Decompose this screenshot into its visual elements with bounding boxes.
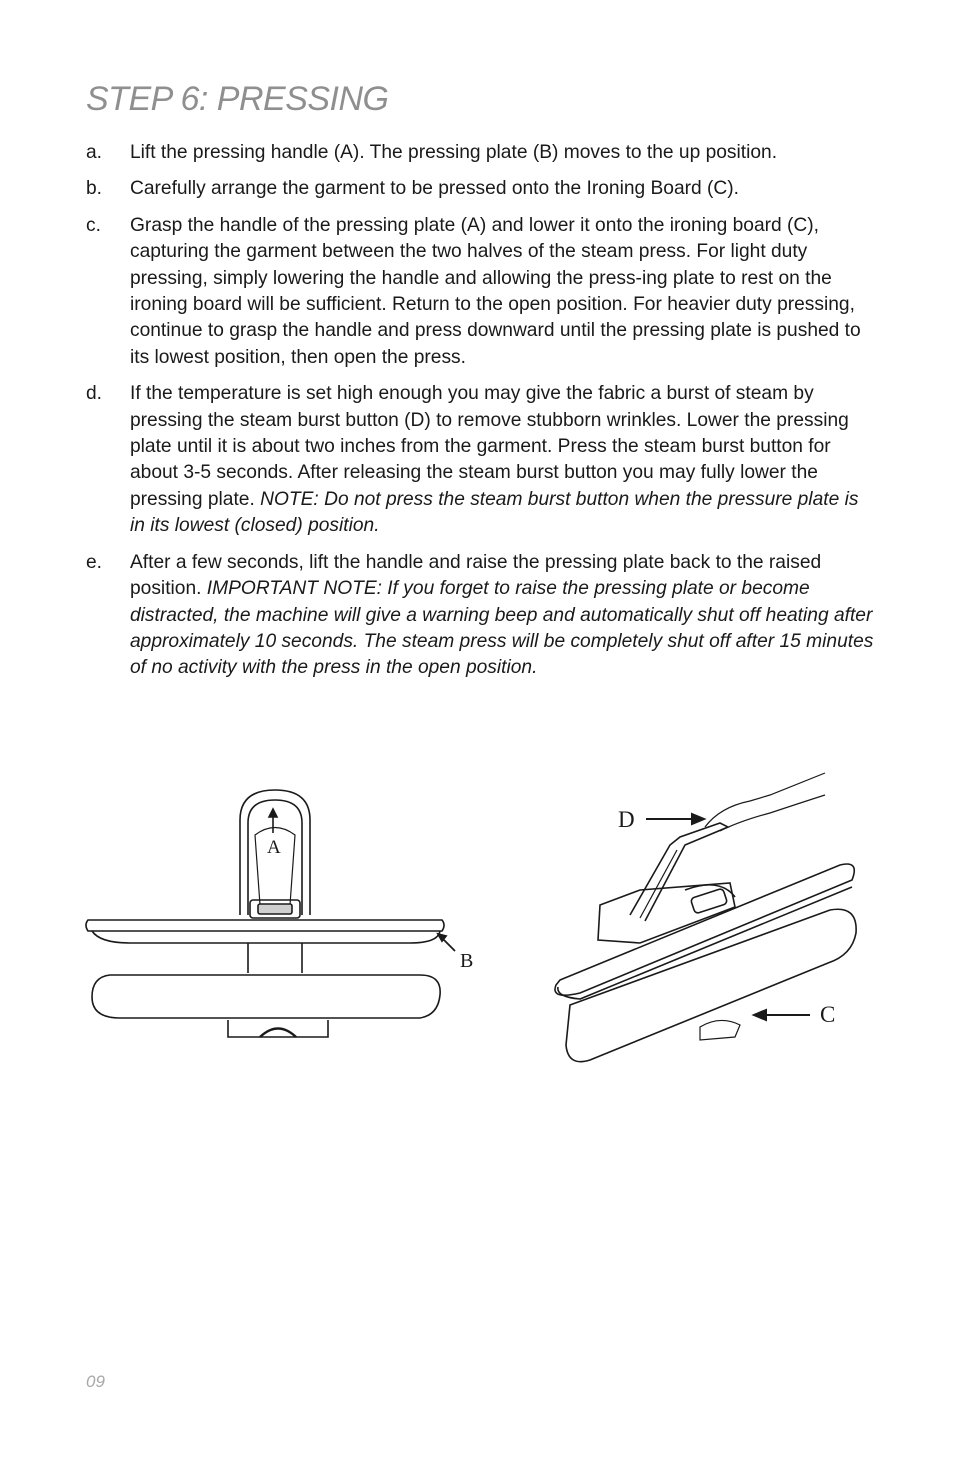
page-title: STEP 6: PRESSING	[86, 80, 389, 118]
step-marker: d.	[86, 383, 103, 405]
page-number: 09	[86, 1372, 105, 1391]
step-text: If the temperature is set high enough you may give the fabric a burst of steam by pressing the steam burst button (D) to remove stubborn wrinkles. Lower the pressing plate until it is about two inches from the garment. Press the steam burst button for about 3-5 seconds. After releasing the steam burst button you may fully lower the pressing plate.	[130, 383, 849, 510]
front-view-illustration	[86, 790, 444, 1037]
label-a: A	[267, 837, 281, 858]
step-text: Grasp the handle of the pressing plate (A) and lower it onto the ironing board (C), capturing the garment between the two halves of the steam press. For light duty pressing, simply lowering the handle and allowing the press-ing plate to rest on the ironing board will be sufficient. Return to the open position. For heavier duty pressing, continue to grasp the handle and press downward until the pressing plate is pushed to its lowest position, then open the press.	[130, 214, 861, 368]
angled-view-illustration	[555, 773, 856, 1062]
step-text: After a few seconds, lift the handle and raise the pressing plate back to the raised position.	[130, 551, 822, 600]
label-d: D	[618, 807, 635, 832]
step-marker: c.	[86, 214, 101, 236]
step-item-c	[86, 213, 876, 371]
steam-press-illustrations	[80, 765, 880, 1085]
step-note: NOTE: Do not press the steam burst button when the pressure plate is in its lowest (closed) position.	[130, 488, 859, 537]
step-text: Lift the pressing handle (A). The pressing plate (B) moves to the up position.	[130, 142, 778, 163]
step-item-b	[86, 176, 876, 202]
label-b: B	[460, 950, 474, 972]
label-d-arrow	[646, 814, 704, 824]
step-text: Carefully arrange the garment to be pressed onto the Ironing Board (C).	[130, 178, 740, 200]
label-b-arrow	[438, 934, 455, 951]
step-marker: e.	[86, 551, 103, 573]
step-note: IMPORTANT NOTE: If you forget to raise the pressing plate or become distracted, the machine will give a warning beep and automatically shut off heating after approximately 10 seconds. The steam press will be completely shut off after 15 minutes of no activity with the press in the open position.	[130, 578, 874, 679]
step-marker: a.	[86, 142, 103, 163]
step-item-e	[86, 550, 876, 682]
step-marker: b.	[86, 178, 103, 200]
label-c: C	[820, 1002, 836, 1027]
step-list	[86, 140, 876, 692]
step-item-d	[86, 381, 876, 539]
label-c-arrow	[754, 1010, 810, 1020]
label-a-arrow	[269, 809, 277, 833]
step-item-a	[86, 140, 876, 166]
